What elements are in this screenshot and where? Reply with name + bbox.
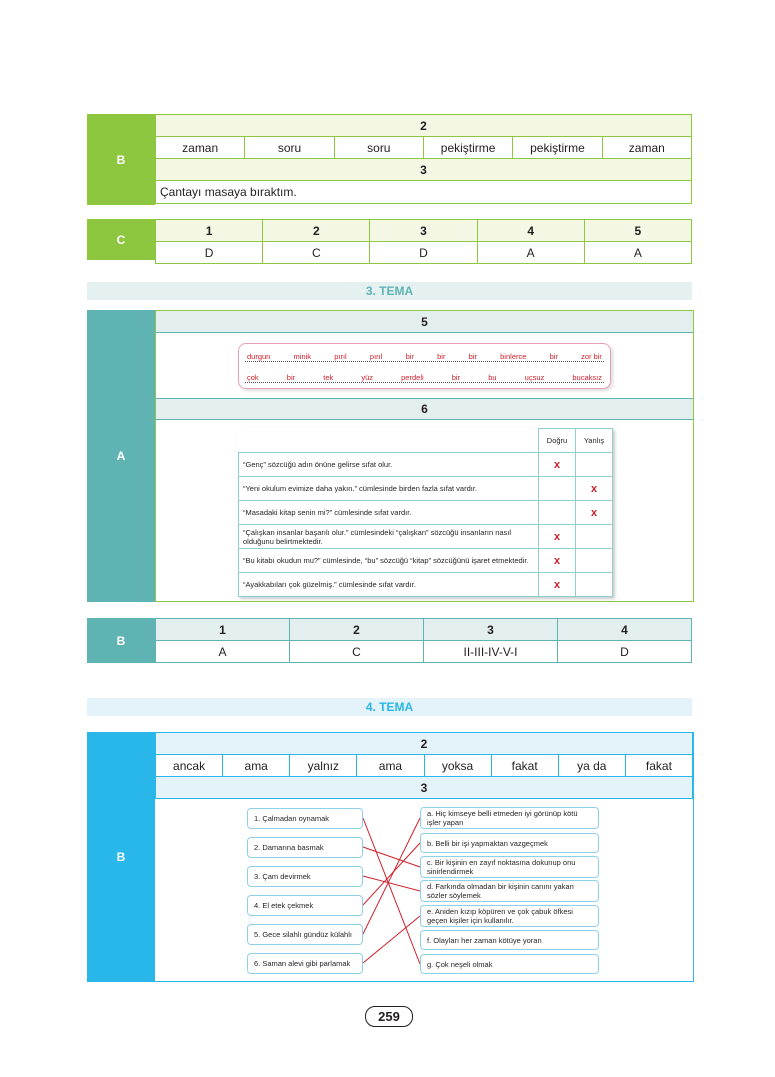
column-false: Yanlış [576, 429, 613, 453]
match-line [363, 818, 420, 934]
answer-cell: fakat [491, 755, 558, 777]
mark-true [539, 477, 576, 501]
idiom-item: 5. Gece silahlı gündüz külahlı [247, 924, 363, 945]
answer-cell: ya da [558, 755, 625, 777]
page-number: 259 [365, 1006, 413, 1027]
answer-cell: C [263, 242, 370, 264]
mark-true: x [539, 573, 576, 597]
idiom-item: 6. Saman alevi gibi parlamak [247, 953, 363, 974]
word: bir [405, 352, 414, 361]
meaning-item: f. Olayları her zaman kötüye yoran [420, 930, 599, 950]
question-number: 2 [290, 619, 424, 641]
meaning-item: d. Farkında olmadan bir kişinin canını yakan sözler söylemek [420, 880, 599, 902]
match-line [363, 916, 420, 963]
word: bir [286, 373, 296, 382]
answer-cell: D [558, 641, 692, 663]
answer-cell: soru [245, 137, 334, 159]
word: bucaksız [572, 373, 602, 382]
match-line [363, 876, 420, 891]
column-true: Doğru [539, 429, 576, 453]
section-b-label: B [87, 618, 155, 663]
answer-cell: A [477, 242, 584, 264]
question-number: 1 [156, 220, 263, 242]
match-line [363, 843, 420, 905]
match-line [363, 818, 420, 964]
section-a-body [155, 310, 694, 602]
idiom-item: 3. Çam devirmek [247, 866, 363, 887]
question-number: 3 [156, 777, 693, 799]
idiom-item: 2. Damarına basmak [247, 837, 363, 858]
answer-cell: A [584, 242, 691, 264]
section-a-label: A [87, 310, 155, 602]
answer-cell: ama [357, 755, 424, 777]
meaning-item: c. Bir kişinin en zayıf noktasına dokunup onu sinirlendirmek [420, 856, 599, 878]
answer-cell: D [370, 242, 477, 264]
section-b-table [155, 114, 692, 204]
mark-false [576, 549, 613, 573]
mark-true: x [539, 549, 576, 573]
word: yüz [361, 373, 374, 382]
word: durgun [247, 352, 271, 361]
answer-cell: fakat [625, 755, 692, 777]
word-box [238, 343, 611, 389]
word: bir [549, 352, 558, 361]
word: uçsuz [524, 373, 545, 382]
answer-cell: pekiştirme [513, 137, 602, 159]
answer-cell: ancak [156, 755, 223, 777]
meaning-item: e. Aniden kızıp köpüren ve çok çabuk öfkesi geçen kişiler için kullanılır. [420, 905, 599, 927]
meaning-item: a. Hiç kimseye belli etmeden iyi görünüp kötü işler yapan [420, 807, 599, 829]
question-number: 2 [156, 115, 692, 137]
question-number: 4 [558, 619, 692, 641]
answer-cell: C [290, 641, 424, 663]
meaning-item: g. Çok neşeli olmak [420, 954, 599, 974]
answer-cell: D [156, 242, 263, 264]
question-6-header: 6 [156, 398, 693, 420]
word: bir [437, 352, 446, 361]
section-b-table [155, 618, 692, 663]
mark-false: x [576, 501, 613, 525]
section-c-label: C [87, 219, 155, 260]
mark-true: x [539, 453, 576, 477]
answer-cell: yoksa [424, 755, 491, 777]
idiom-item: 1. Çalmadan oynamak [247, 808, 363, 829]
answer-cell: pekiştirme [423, 137, 512, 159]
word: tek [323, 373, 334, 382]
word: minik [293, 352, 312, 361]
question-number: 3 [370, 220, 477, 242]
statement: “Çalışkan insanlar başarılı olur.” cümlesindeki “çalışkan” sözcüğü insanların nasıl olduğunu belirtmektedir. [239, 525, 539, 549]
question-number: 5 [584, 220, 691, 242]
answer-cell: ama [223, 755, 290, 777]
section-b-label: B [87, 114, 155, 205]
word: binlerce [500, 352, 527, 361]
mark-false [576, 453, 613, 477]
statement: “Genç” sözcüğü adın önüne gelirse sıfat olur. [239, 453, 539, 477]
word: perdeli [401, 373, 424, 382]
question-number: 4 [477, 220, 584, 242]
word: bu [488, 373, 497, 382]
question-number: 3 [156, 159, 692, 181]
question-number: 2 [263, 220, 370, 242]
section-b-table [155, 732, 694, 982]
statement: “Yeni okulum evimize daha yakın.” cümlesinde birden fazla sıfat vardır. [239, 477, 539, 501]
meaning-item: b. Belli bir işi yapmaktan vazgeçmek [420, 833, 599, 853]
mark-false: x [576, 477, 613, 501]
statement: “Ayakkabıları çok güzelmiş.” cümlesinde sıfat vardır. [239, 573, 539, 597]
answer-cell: A [156, 641, 290, 663]
word: pırıl [334, 352, 347, 361]
mark-true: x [539, 525, 576, 549]
answer-cell: yalnız [290, 755, 357, 777]
answer-cell: soru [334, 137, 423, 159]
mark-false [576, 573, 613, 597]
word: pırıl [369, 352, 383, 361]
answer-cell: zaman [602, 137, 691, 159]
answer-sentence: Çantayı masaya bıraktım. [156, 181, 692, 204]
section-b-label: B [87, 732, 155, 982]
answer-cell: II-III-IV-V-I [424, 641, 558, 663]
tema-3-heading: 3. TEMA [87, 282, 692, 300]
question-number: 1 [156, 619, 290, 641]
statement: “Bu kitabı okudun mu?” cümlesinde, “bu” sözcüğü “kitap” sözcüğünü işaret etmektedir. [239, 549, 539, 573]
question-5-header: 5 [156, 311, 693, 333]
match-line [363, 847, 420, 867]
mark-false [576, 525, 613, 549]
idiom-item: 4. El etek çekmek [247, 895, 363, 916]
word: bir [468, 352, 477, 361]
section-c-table [155, 219, 692, 264]
mark-true [539, 501, 576, 525]
tema-4-heading: 4. TEMA [87, 698, 692, 716]
word: zor bir [581, 352, 602, 361]
word: bir [451, 373, 461, 382]
word: çok [247, 373, 259, 382]
true-false-table [238, 428, 613, 597]
statement: “Masadaki kitap senin mi?” cümlesinde sıfat vardır. [239, 501, 539, 525]
question-number: 2 [156, 733, 693, 755]
question-number: 3 [424, 619, 558, 641]
answer-cell: zaman [156, 137, 245, 159]
